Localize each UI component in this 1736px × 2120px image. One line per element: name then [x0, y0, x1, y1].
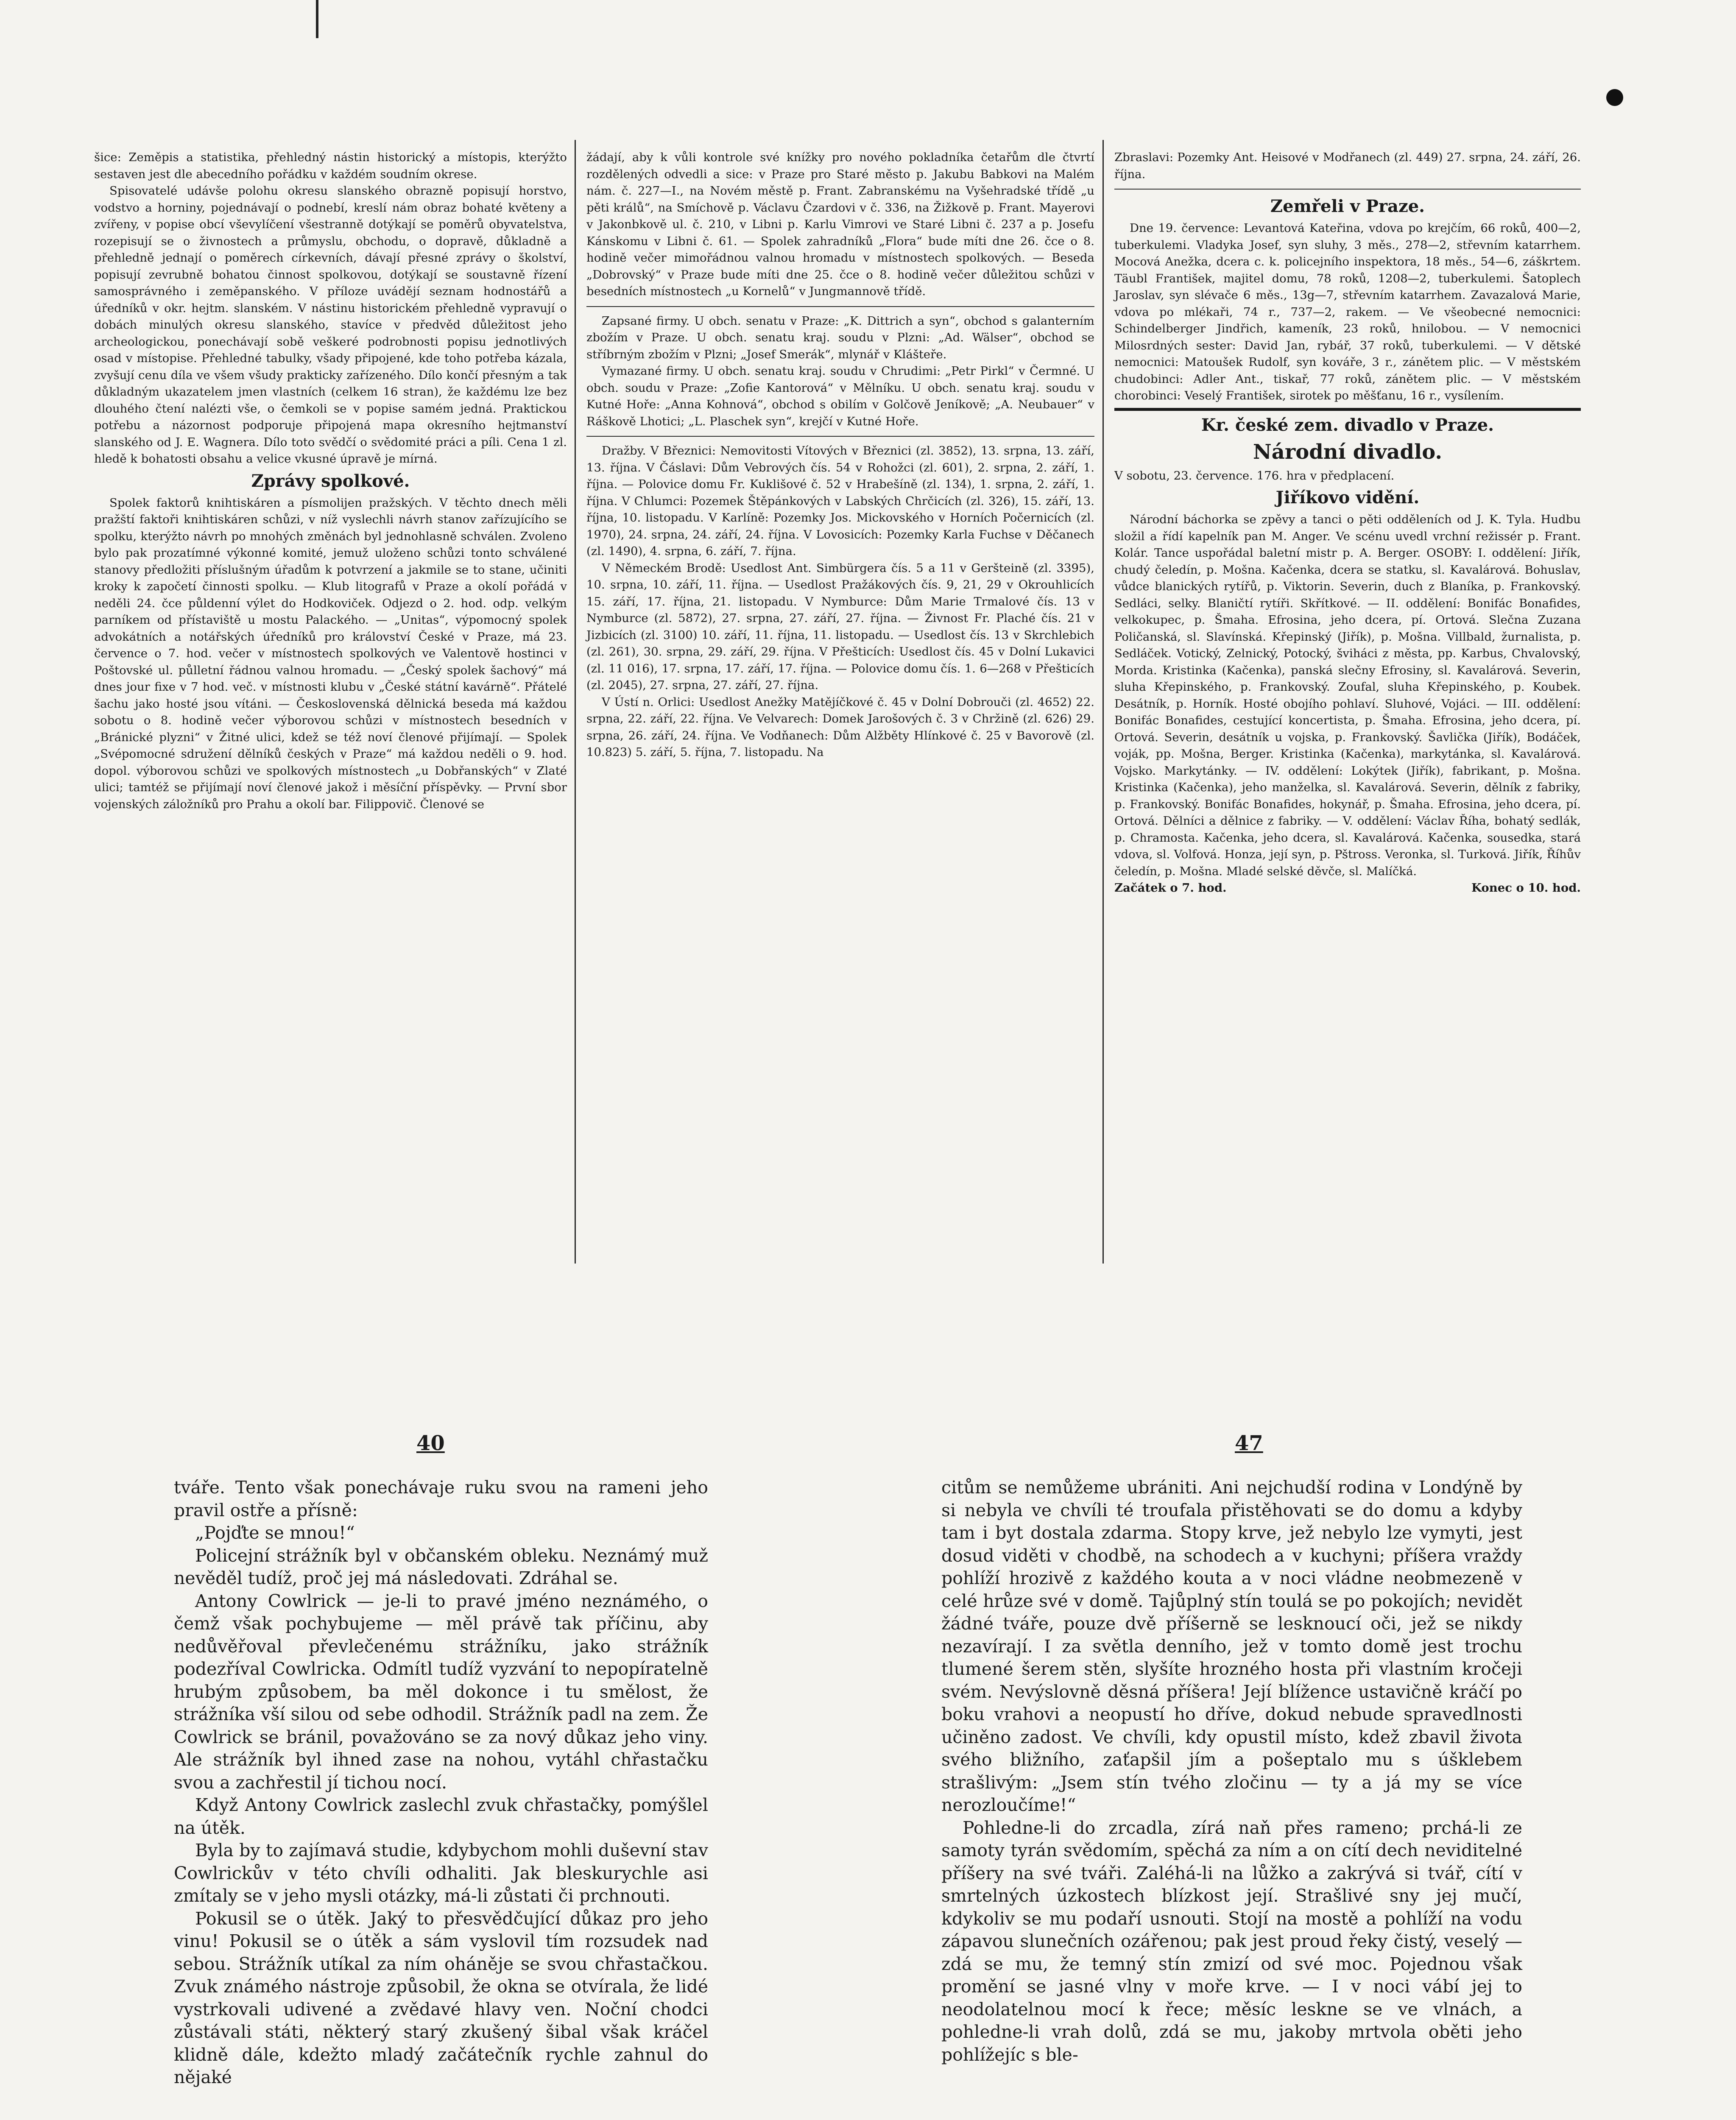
- upper-column-1: [94, 149, 567, 813]
- story-paragraph: Když Antony Cowlrick zaslechl zvuk chřastačky, pomýšlel na útěk.: [174, 1795, 708, 1838]
- story-paragraph: Pokusil se o útěk. Jaký to přesvědčující důkaz pro jeho vinu! Pokusil se o útěk a sám vyslovil tím rozsudek nad sebou. Strážník utíkal za ním oháněje se svou chřastačkou. Zvuk známého nástroje způsobil, že okna se otvírala, že lidé vystrkovali udivené a zvědavé hlavy ven. Noční chodci zůstávali státi, některý starý zkušený šibal však kráčel klidně dále, kdežto mladý začátečník rychle zahnul do nějaké: [174, 1908, 708, 2087]
- paragraph: Dne 19. července: Levantová Kateřina, vdova po krejčím, 66 roků, 400—2, tuberkulemi. Vladyka Josef, syn sluhy, 3 měs., 278—2, střevním katarrhem. Mocová Anežka, dcera c. k. policejního inspektora, 18 měs., 54—6, záškrtem. Täubl František, majitel domu, 78 roků, 1208—2, tuberkulemi. Šatoplech Jaroslav, syn slévače 6 měs., 13g—7, střevním katarrhem. Zavazalová Marie, vdova po mlékaři, 74 r., 737—2, rakem. — Ve všeobecné nemocnici: Schindelberger Jindřich, kameník, 23 roků, hnilobou. — V nemocnici Milosrdných sester: David Jan, rybář, 37 roků, tuberkulemi. — V dětské nemocnici: Matoušek Rudolf, syn kováře, 3 r., zánětem plic. — V městském chudobinci: Adler Ant., tiskař, 77 roků, zánětem plic. — V městském chorobinci: Veselý František, sirotek po měšťanu, 16 r., vysílením.: [1114, 221, 1581, 402]
- paragraph: V Německém Brodě: Usedlost Ant. Simbürgera čís. 5 a 11 v Geršteině (zl. 3395), 10. srpna, 10. září, 11. října. — Usedlost Pražákových čís. 9, 21, 29 v Okrouhlicích 15. září, 17. října, 21. listopadu. V Nymburce: Dům Marie Trmalové čís. 13 v Nymburce (zl. 5872), 27. srpna, 27. září, 27. října. — Živnost Fr. Plaché čís. 21 v Jizbicích (zl. 3100) 10. září, 11. října, 11. listopadu. — Usedlost čís. 13 v Skrchlebich (zl. 261), 30. srpna, 29. září, 29. října. V Přešticích: Usedlost čís. 45 v Dolní Lukavici (zl. 11 016), 17. srpna, 17. září, 17. října. — Polovice domu čís. 1. 6—268 v Přešticích (zl. 2045), 27. srpna, 27. září, 27. října.: [586, 561, 1094, 692]
- section-heading: Jiříkovo vidění.: [1275, 488, 1420, 508]
- paragraph: Národní báchorka se zpěvy a tanci o pěti odděleních od J. K. Tyla. Hudbu složil a řídí kapelník pan M. Anger. Ve scénu uvedl vrchní režissér p. Frant. Kolár. Tance uspořádal baletní mistr p. A. Berger. OSOBY: I. oddělení: Jiřík, chudý čeledín, p. Mošna. Kačenka, dcera se statku, sl. Kavalárová. Bohuslav, vůdce blanických rytířů, p. Viktorin. Severin, duch z Blaníka, p. Frankovský. Sedláci, selky. Blaničtí rytíři. Skřítkové. — II. oddělení: Bonifác Bonafides, velkokupec, p. Šmaha. Efrosina, jeho dcera, pí. Ortová. Slečna Zuzana Poličanská, sl. Slavínská. Křepinský (Jiřík), p. Mošna. Villbald, žurnalista, p. Sedláček. Votický, Zelnický, Potocký, šviháci z města, pp. Karbus, Chvalovský, Morda. Kristinka (Kačenka), panská slečny Efrosiny, sl. Kavalárová. Severin, sluha Křepinského, p. Frankovský. Zoufal, sluha Křepinského, p. Koubek. Desátník, p. Horník. Hosté obojího pohlaví. Sluhové, Vojáci. — III. oddělení: Bonifác Bonafides, cestující koncertista, p. Šmaha. Efrosina, jeho dcera, pí. Ortová. Severin, desátník u vojska, p. Frankovský. Šavlička (Jiřík), Bodáček, voják, pp. Mošna, Berger. Kristinka (Kačenka), markytánka, sl. Kavalárová. Vojsko. Markytánky. — IV. oddělení: Lokýtek (Jiřík), fabrikant, p. Mošna. Kristinka (Kačenka), jeho manželka, sl. Kavalárová. Severin, dělník z fabriky, p. Frankovský. Bonifác Bonafides, hokynář, p. Šmaha. Efrosina, jeho dcera, pí. Ortová. Dělníci a dělnice z fabriky. — V. oddělení: Václav Říha, bohatý sedlák, p. Chramosta. Kačenka, jeho dcera, sl. Kavalárová. Kačenka, sousedka, stará vdova, sl. Volfová. Honza, její syn, p. Pštross. Veronka, sl. Turková. Jiřík, Říhův čeledín, p. Mošna. Mladé selské děvče, sl. Malíčká.: [1114, 513, 1581, 878]
- paragraph: Dražby. V Březnici: Nemovitosti Vítových v Březnici (zl. 3852), 13. srpna, 13. září, 13. října. V Čáslavi: Dům Vebrových čís. 54 v Rohožci (zl. 601), 2. srpna, 2. září, 1. října. — Polovice domu Fr. Kuklišové č. 52 v Hrabešíně (zl. 134), 1. srpna, 2. září, 1. října. V Chlumci: Pozemek Štěpánkových v Labských Chrčicích (zl. 326), 15. září, 13. října, 10. listopadu. V Karlíně: Pozemky Jos. Mickovského v Horních Počernicích (zl. 1970), 24. srpna, 24. září, 24. října. V Lovosicích: Pozemky Karla Fuchse v Děčanech (zl. 1490), 4. srpna, 6. září, 7. října.: [586, 444, 1094, 558]
- upper-column-2: [586, 149, 1094, 761]
- paragraph: Zapsané firmy. U obch. senatu v Praze: „K. Dittrich a syn“, obchod s galanterním zbožím v Praze. U obch. senatu kraj. soudu v Plzni: „Ad. Wälser“, obchod se stříbrným zbožím v Plzni; „Josef Smerák“, mlynář v Klášteře.: [586, 314, 1094, 361]
- left-page-number: 40: [416, 1431, 445, 1455]
- column-rule-1: [575, 140, 576, 1264]
- story-paragraph: tváře. Tento však ponechávaje ruku svou na rameni jeho pravil ostře a přísně:: [174, 1477, 708, 1520]
- ink-spot: [1606, 89, 1623, 106]
- paragraph: Vymazané firmy. U obch. senatu kraj. soudu v Chrudimi: „Petr Pirkl“ v Čermné. U obch. soudu v Praze: „Zofie Kantorová“ v Mělníku. U obch. senatu kraj. soudu v Kutné Hoře: „Anna Kohnová“, obchod s obilím v Golčově Jeníkově; „A. Neubauer“ v Ráškově Lhotici; „L. Plaschek syn“, krejčí v Kutné Hoře.: [586, 364, 1094, 428]
- paragraph: V Ústí n. Orlici: Usedlost Anežky Matějíčkové č. 45 v Dolní Dobrouči (zl. 4652) 22. srpna, 22. září, 22. října. Ve Velvarech: Domek Jarošových č. 3 v Chržině (zl. 626) 29. srpna, 26. září, 24. října. Ve Vodňanech: Dům Alžběty Hlínkové č. 25 v Bavorově (zl. 10.823) 5. září, 5. října, 7. listopadu. Na: [586, 695, 1094, 759]
- section-heading: Kr. české zem. divadlo v Praze.: [1201, 415, 1494, 435]
- paragraph: žádají, aby k vůli kontrole své knížky pro nového pokladníka četařům dle čtvrtí rozdělených odvedli a sice: v Praze pro Staré město p. Jakubu Babkovi na Malém nám. č. 227—I., na Novém městě p. Frant. Zabranskému na Vyšehradské třídě „u pěti králů“, na Smíchově p. Václavu Čzardovi v č. 336, na Žižkově p. Frant. Mayerovi v Jakonbkově ul. č. 210, v Libni p. Karlu Vimrovi ve Staré Libni č. 237 a p. Josefu Kánskomu v Libni č. 61. — Spolek zahradníků „Flora“ bude míti dne 26. čce o 8. hodině večer mimořádnou valnou hromadu v místnostech spolkových. — Beseda „Dobrovský“ v Praze bude míti dne 25. čce o 8. hodině večer důležitou schůzi v besedních místnostech „u Kornelů“ v Jungmannově třídě.: [586, 151, 1094, 298]
- section-heading: Zprávy spolkové.: [251, 471, 410, 491]
- section-rule: [1114, 189, 1581, 190]
- section-rule: [586, 306, 1094, 307]
- section-heading: Zemřeli v Praze.: [1270, 196, 1425, 216]
- column-rule-2: [1102, 140, 1104, 1264]
- paragraph: Spisovatelé udávše polohu okresu slanského obrazně popisují horstvo, vodstvo a horniny, pojednávají o podnebí, kreslí nám obraz bohaté květeny a zvířeny, v popise obcí vševylíčení všestranně dotýkají se poměrů obyvatelstva, rozepisují se o živnostech a průmyslu, obchodu, o dopravě, důkladně a přehledně jednají o poměrech církevních, dávají přesné zprávy o školství, popisují zevrubně bohatou činnost spolkovou, dotýkají se soustavně řízení samosprávného i zeměpanského. V příloze uvádějí seznam hodnostářů a úředníků v okr. hejtm. slanském. V nástinu historickém přehledně vypravují o dobách minulých okresu slanského, stavíce v předvěd důležitost jeho archeologickou, ponechávají sobě veškeré podrobnosti popisu jednotlivých osad v místopise. Přehledné tabulky, všady připojené, kde toho potřeba kázala, zvyšují cenu díla ve všem všudy prakticky zařízeného. Dílo končí přesným a tak důkladným ukazatelem jmen vlastních (celkem 16 stran), že každému lze bez dlouhého čtení nalézti vše, o čemkoli se v popise samém jedná. Praktickou potřebu a názornost podporuje připojená mapa okresního hejtmanství slanského od J. E. Wagnera. Dílo toto svědčí o svědomité práci a píli. Cena 1 zl. hledě k bohatosti obsahu a velice vkusné úpravě je mírná.: [94, 184, 567, 466]
- lower-left-text: [174, 1476, 708, 2089]
- section-heading: Národní divadlo.: [1253, 440, 1443, 464]
- end-time: Konec o 10. hod.: [1471, 881, 1581, 895]
- paragraph: Spolek faktorů knihtiskáren a písmolijen pražských. V těchto dnech měli pražští faktoři knihtiskáren schůzi, v níž vyslechli návrh stanov zařízujícího se spolku, kterýžto návrh po mnohých změnách byl jednohlasně schválen. Zvoleno bylo pak prozatímné výkonné komité, jemuž uloženo schůzi tonto schválené stanovy předložiti příslušným úřadům k potvrzení a jakmile se to stane, učiniti kroky k započetí činnosti spolku. — Klub litografů v Praze a okolí pořádá v neděli 24. čce půldenní výlet do Hodkoviček. Odjezd o 2. hod. odp. velkým parníkem od přístaviště u mostu Palackého. — „Unitas“, výpomocný spolek advokátních a notářských úředníků pro království České v Praze, má 23. července o 7. hod. večer v místnostech spolkových ve Valentově hostinci v Poštovské ul. půlletní řádnou valnou hromadu. — „Český spolek šachový“ má dnes jour fixe v 7 hod. več. v místnosti klubu v „České státní kavárně“. Přátelé šachu jako hosté jsou vítáni. — Československá dělnická beseda má každou sobotu o 8. hodině večer výborovou schůzi v místnostech besedních v „Bránické plyzni“ v Žitné ulici, kdež se též noví členové přijímají. — Spolek „Svépomocné sdružení dělníků českých v Praze“ má každou neděli o 9. hod. dopol. výborovou schůzi ve spolkových místnostech „u Dobřanských“ v Zlaté ulici; tamtéž se přijímají noví členové jakož i měsíční příspěvky. — První sbor vojenských záložníků pro Prahu a okolí bar. Filippovič. Členové se: [94, 496, 567, 811]
- start-time: Začátek o 7. hod.: [1114, 881, 1227, 895]
- paragraph: šice: Zeměpis a statistika, přehledný nástin historický a místopis, kterýžto sestaven jest dle abecedního pořádku v každém soudním okrese.: [94, 151, 567, 181]
- story-paragraph: Antony Cowlrick — je-li to pravé jméno neznámého, o čemž však pochybujeme — měl právě tak příčinu, aby nedůvěřoval převlečenému strážníku, jako strážník podezříval Cowlricka. Odmítl tudíž vyzvání to nepopíratelně hrubým způsobem, ba měl dokonce i tu smělost, že strážníka vší silou od sebe odhodil. Strážník padl na zem. Že Cowlrick se bránil, považováno se za nový důkaz jeho viny. Ale strážník byl ihned zase na nohou, vytáhl chřastačku svou a zachřestil jí tichou nocí.: [174, 1590, 708, 1793]
- story-paragraph: „Pojďte se mnou!“: [195, 1523, 355, 1543]
- story-paragraph: Pohledne-li do zrcadla, zírá naň přes rameno; prchá-li ze samoty tyrán svědomím, spěchá za ním a on cítí dech neviditelné příšery na své tváři. Zaléhá-li na lůžko a zakrývá si tvář, cítí v smrtelných úzkostech blízkost její. Strašlivé sny jej mučí, kdykoliv se mu podaří usnouti. Stojí na mostě a pohlíží na vodu zápavou slunečních ozářenou; pak jest proud řeky čistý, veselý — zdá se mu, že temný stín zmizí od své moc. Pojednou však promění se jasné vlny v moře krve. — I v noci vábí jej to neodolatelnou mocí k řece; měsíc leskne se ve vlnách, a pohledne-li vrah dolů, zdá se mu, jakoby mrtvola oběti jeho pohlížejíc s ble-: [941, 1817, 1522, 2065]
- binding-mark: [316, 0, 318, 38]
- right-page-number: 47: [1235, 1431, 1263, 1455]
- paragraph: V sobotu, 23. července. 176. hra v předplacení.: [1114, 469, 1395, 483]
- upper-column-3: [1114, 149, 1581, 897]
- paragraph: Zbraslavi: Pozemky Ant. Heisové v Modřanech (zl. 449) 27. srpna, 24. září, 26. října.: [1114, 151, 1581, 181]
- heavy-rule: [1114, 408, 1581, 411]
- lower-right-text: [941, 1476, 1522, 2066]
- story-paragraph: Policejní strážník byl v občanském obleku. Neznámý muž nevěděl tudíž, proč jej má následovati. Zdráhal se.: [174, 1545, 708, 1588]
- story-paragraph: Byla by to zajímavá studie, kdybychom mohli duševní stav Cowlrickův v této chvíli odhaliti. Jak bleskurychle asi zmítaly se v jeho mysli otázky, má-li zůstati či prchnouti.: [174, 1840, 708, 1906]
- story-paragraph: citům se nemůžeme ubrániti. Ani nejchudší rodina v Londýně by si nebyla ve chvíli té troufala přistěhovati se do domu a kdyby tam i byt dostala zdarma. Stopy krve, jež nebylo lze vymyti, jest dosud viděti v chodbě, na schodech a v kuchyni; příšera vraždy pohlíží hrozivě z každého kouta a v noci vládne neobmezeně v celé hrůze své v domě. Tajůplný stín toulá se po pokojích; nevidět žádné tváře, pouze dvě příšerně se lesknoucí oči, jež se nikdy nezavírají. I za světla denního, jež v tomto domě jest trochu tlumené šerem stěn, slyšíte hrozného hosta při vlastním kročeji svém. Nevýslovně děsná příšera! Její blížence ustavičně kráčí po boku vrahovi a neopustí ho dříve, dokud nebude spravedlnosti učiněno zadost. Ve chvíli, kdy opustil místo, kdež zbavil života svého bližního, zaťapšil jím a pošeptalo mu s úšklebem strašlivým: „Jsem stín tvého zločinu — ty a já my se více nerozloučíme!“: [941, 1477, 1522, 1815]
- program-times: [1114, 880, 1581, 897]
- section-rule: [586, 436, 1094, 437]
